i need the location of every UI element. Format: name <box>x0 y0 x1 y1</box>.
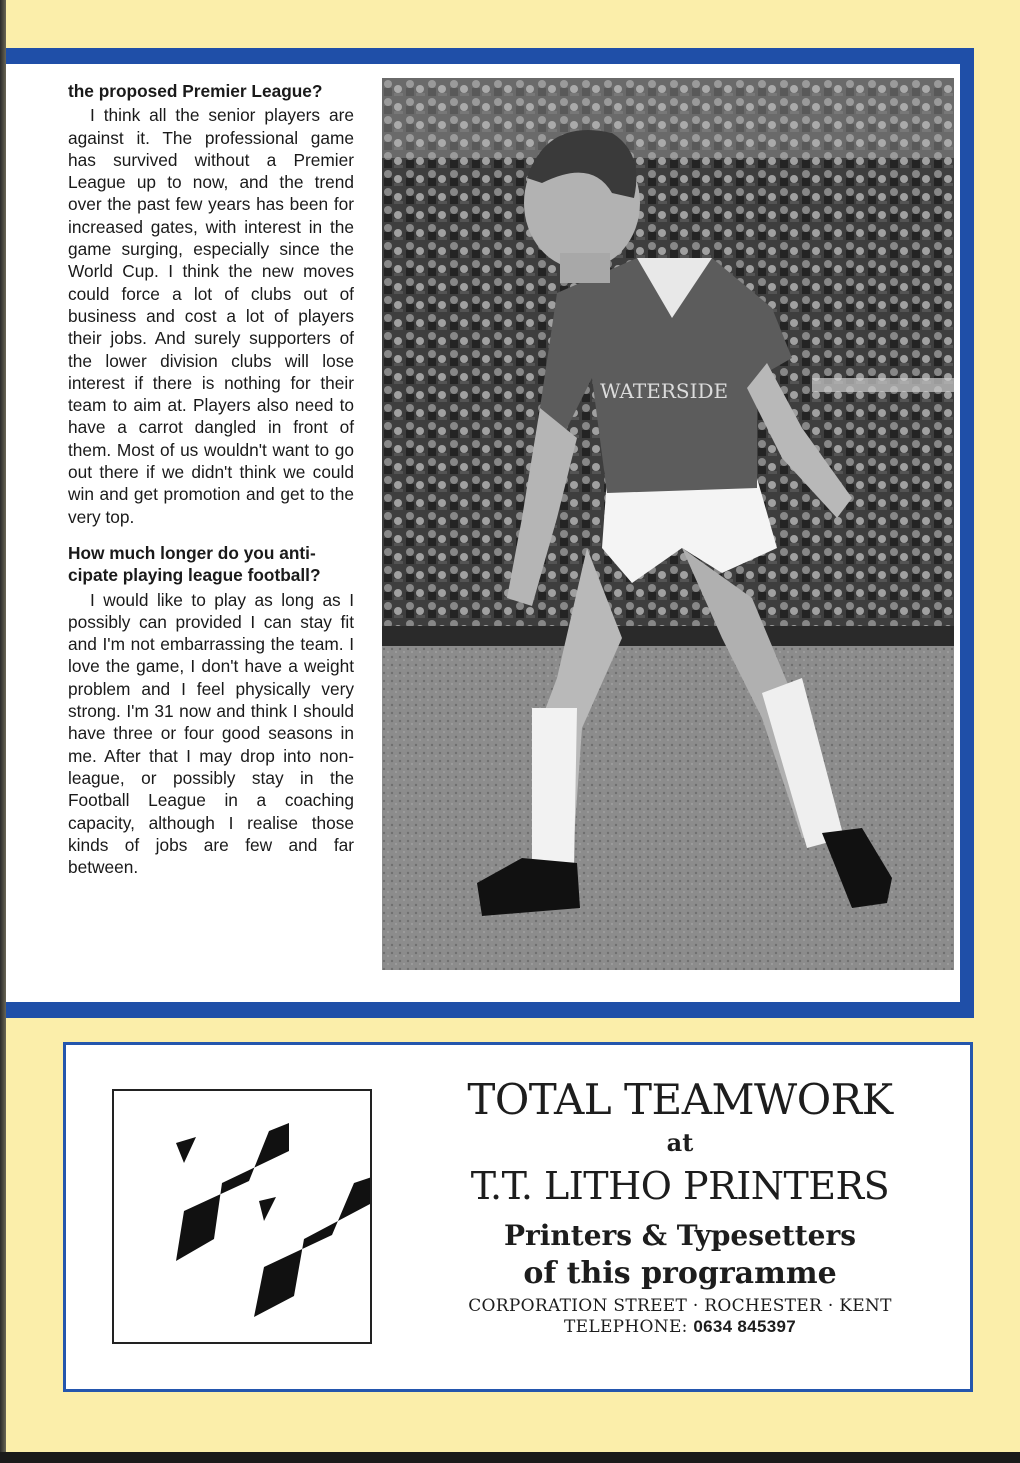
shirt-sponsor-text: WATERSIDE <box>600 379 729 403</box>
advert-company-name: T.T. LITHO PRINTERS <box>470 1164 890 1208</box>
answer-1: I think all the senior players are against it. The professional game has survived without a Premier League up to now, and the trend over the past few years has been for increased gates, with interest in the game surging, especially since the World Cup. I think the new moves could force a lot of clubs out of business and cost a lot of players their jobs. And surely supporters of the lower division clubs will lose interest if there is nothing for their team to aim at. Players also need to have a carrot dangled in front of them. Most of us wouldn't want to go out there if we didn't think we could win and get promotion and get to the very top. <box>68 105 354 527</box>
interview-text-column <box>68 80 354 878</box>
advert-subtitle-2: of this programme <box>523 1256 837 1291</box>
telephone-number: 0634 845397 <box>693 1317 796 1336</box>
tt-litho-logo <box>112 1089 372 1344</box>
player-photo <box>382 78 954 970</box>
footballer-image <box>382 78 954 970</box>
question-2: How much longer do you anticipate playing league football? <box>68 542 321 586</box>
advert-telephone <box>410 1317 950 1337</box>
advert-title: TOTAL TEAMWORK <box>467 1075 893 1124</box>
page-bottom-edge <box>0 1452 1020 1463</box>
answer-2: I would like to play as long as I possibly can provided I can stay fit and I'm not embarrassing the team. I love the game, I don't have a weight problem and I feel physically very strong. I'm 31 now and think I should have three or four good seasons in me. After that I may drop into non-league, or possibly stay in the Football League in a coaching capacity, although I realise those kinds of jobs are few and far between. <box>68 589 354 878</box>
advert-at: at <box>666 1128 694 1157</box>
advert-subtitle: Printers & Typesetters <box>503 1219 857 1252</box>
telephone-label: TELEPHONE: <box>564 1317 694 1337</box>
question-1: the proposed Premier League? <box>68 81 323 101</box>
advert-address: CORPORATION STREET · ROCHESTER · KENT <box>468 1296 892 1316</box>
tt-logo-icon <box>114 1091 370 1342</box>
advert-text-block <box>410 1077 950 1337</box>
printer-advertisement <box>63 1042 973 1392</box>
